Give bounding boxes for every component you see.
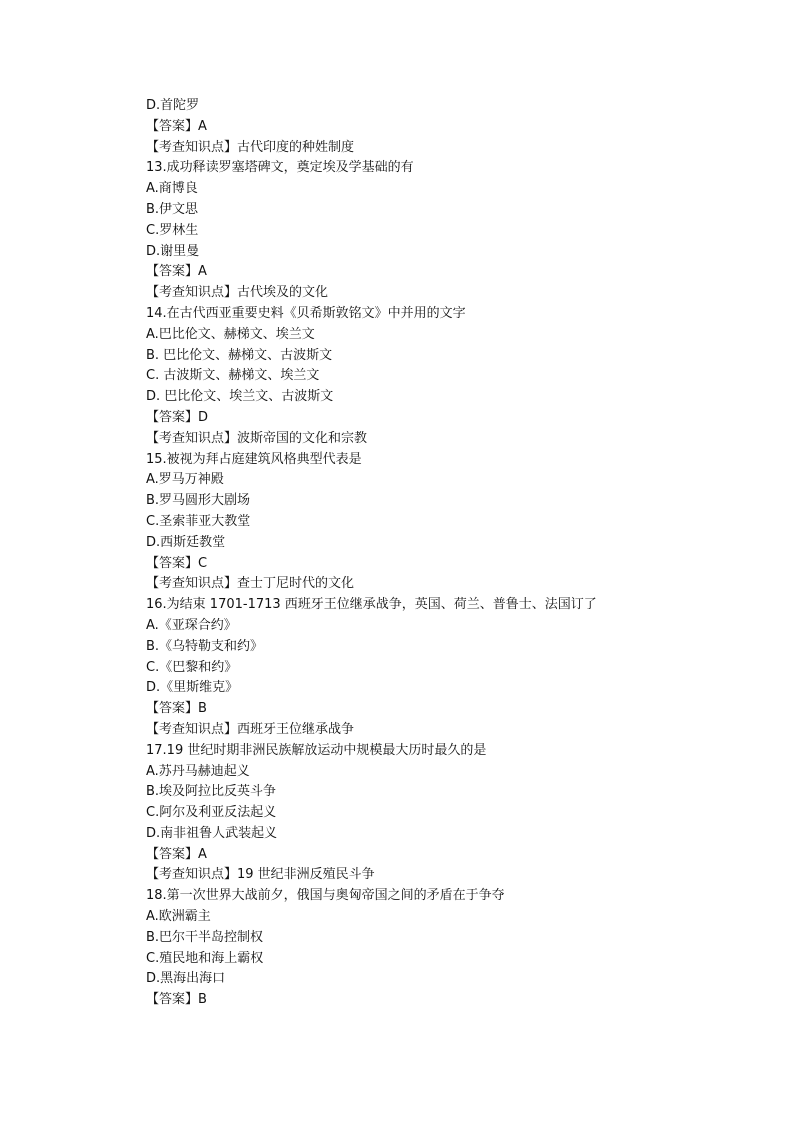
question-16: 16.为结束 1701-1713 西班牙王位继承战争，英国、荷兰、普鲁士、法国订了	[146, 597, 597, 613]
question-17: 17.19 世纪时期非洲民族解放运动中规模最大历时最久的是	[146, 742, 487, 758]
option-line: A.苏丹马赫迪起义	[146, 763, 250, 779]
option-line: D.西斯廷教堂	[146, 534, 226, 550]
option-line: C.阿尔及利亚反法起义	[146, 805, 277, 821]
answer-line: 【答案】D	[146, 409, 209, 425]
option-line: C.罗林生	[146, 222, 199, 238]
option-line: A.《亚琛合约》	[146, 617, 237, 633]
option-line: B.罗马圆形大剧场	[146, 493, 251, 509]
question-14: 14.在古代西亚重要史料《贝希斯敦铭文》中并用的文字	[146, 305, 466, 321]
option-line: C. 古波斯文、赫梯文、埃兰文	[146, 368, 320, 384]
answer-line: 【答案】B	[146, 701, 207, 717]
option-line: D.首陀罗	[146, 98, 200, 113]
answer-line: 【答案】A	[146, 846, 207, 862]
question-13: 13.成功释读罗塞塔碑文，奠定埃及学基础的有	[146, 160, 414, 176]
option-line: C.《巴黎和约》	[146, 659, 238, 675]
knowledge-point-line: 【考查知识点】查士丁尼时代的文化	[146, 576, 355, 592]
option-line: B.埃及阿拉比反英斗争	[146, 784, 277, 800]
option-line: C.圣索菲亚大教堂	[146, 513, 251, 529]
answer-line: 【答案】B	[146, 992, 207, 1008]
document-page	[146, 96, 666, 1011]
option-line: D.南非祖鲁人武装起义	[146, 825, 278, 841]
option-line: D.《里斯维克》	[146, 680, 239, 696]
knowledge-point-line: 【考查知识点】波斯帝国的文化和宗教	[146, 430, 368, 446]
option-line: C.殖民地和海上霸权	[146, 950, 264, 966]
option-line: D. 巴比伦文、埃兰文、古波斯文	[146, 389, 334, 405]
option-line: A.商博良	[146, 181, 198, 197]
knowledge-point-line: 【考查知识点】古代埃及的文化	[146, 285, 329, 301]
option-line: B.《乌特勒支和约》	[146, 638, 264, 654]
option-line: A.罗马万神殿	[146, 472, 224, 488]
option-line: B.巴尔干半岛控制权	[146, 929, 264, 945]
answer-line: 【答案】C	[146, 555, 208, 571]
question-18: 18.第一次世界大战前夕，俄国与奥匈帝国之间的矛盾在于争夺	[146, 888, 505, 904]
option-line: D.黑海出海口	[146, 971, 226, 987]
option-line: D.谢里曼	[146, 243, 200, 259]
knowledge-point-line: 【考查知识点】19 世纪非洲反殖民斗争	[146, 867, 375, 883]
question-15: 15.被视为拜占庭建筑风格典型代表是	[146, 451, 362, 467]
answer-line: 【答案】A	[146, 118, 207, 134]
option-line: A.巴比伦文、赫梯文、埃兰文	[146, 326, 315, 342]
answer-line: 【答案】A	[146, 264, 207, 280]
knowledge-point-line: 【考查知识点】西班牙王位继承战争	[146, 721, 355, 737]
option-line: B.伊文思	[146, 201, 199, 217]
option-line: B. 巴比伦文、赫梯文、古波斯文	[146, 347, 333, 363]
knowledge-point-line: 【考查知识点】古代印度的种姓制度	[146, 139, 355, 155]
option-line: A.欧洲霸主	[146, 909, 211, 925]
